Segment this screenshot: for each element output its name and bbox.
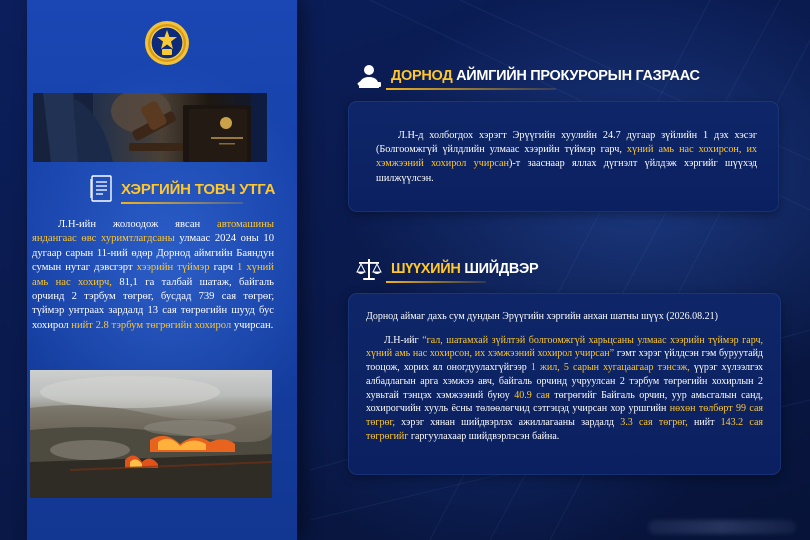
court-underline (386, 281, 486, 283)
verdict-run-text: нийт (687, 416, 721, 428)
case-run-text: Л.Н-д холбогдох хэрэгт Эрүүгийн хуулийн 24.7 дугаар зүйлийн 1 дэх хэсэг (Болгоомжгүй үйлдлийн улмаас хээрийн түймэр гарч, (376, 130, 757, 156)
verdict-run-highlight: 143.2 сая төгрөгийг (366, 416, 763, 442)
emblem-icon (144, 20, 190, 66)
left-panel (27, 0, 297, 540)
summary-run-text: улмаас 2024 оны 10 дугаар сарын 11-ний өдөр Дорнод аймгийн Баяндун сумын нутаг дэвсгэрт (32, 233, 274, 274)
summary-run-text: 81,1 га талбай шатаж, байгаль орчинд 2 тэрбум төгрөг, бусдад 739 сая төгрөг, түймэр унтраах зардалд 13 сая төгрөгийн шууд бус хохирол (32, 276, 274, 331)
verdict-box (348, 293, 781, 475)
court-line: Дорнод аймаг дахь сум дундын Эрүүгийн хэргийн анхан шатны шүүх (2026.08.21) (366, 311, 718, 322)
summary-title: ХЭРГИЙН ТОВЧ УТГА (121, 180, 276, 198)
summary-run-highlight: 1 хүний амь нас хохирч, (32, 262, 274, 288)
scales-icon (356, 256, 382, 282)
verdict-run-highlight: 3.3 сая төгрөг, (620, 416, 688, 428)
prosecutor-underline (386, 88, 556, 90)
summary-run-text: Л.Н-ийн жолоодож явсан (58, 219, 218, 230)
verdict-run-highlight: нөхөн төлбөрт 99 сая төгрөг, (366, 403, 763, 428)
summary-run-highlight: автомашины яндангаас өвс хуримтлагдсаны (32, 219, 274, 245)
verdict-run-highlight: 1 жил, 5 сарын хугацаагаар тэнсэж, (530, 362, 690, 374)
fire-photo (30, 370, 272, 498)
verdict-run-text: гэмт хэрэг үйлдсэн гэм буруутайд тооцож, хорих ял оногдуулахгүйгээр (366, 348, 764, 374)
summary-run-highlight: хээрийн түймэр (136, 262, 210, 274)
prosecutor-heading-rest: АЙМГИЙН ПРОКУРОРЫН ГАЗРААС (452, 68, 700, 84)
case-run-highlight: хүний амь нас хохирсон, их хэмжээний хохирол учирсан (376, 144, 757, 170)
court-heading-rest: ШИЙДВЭР (460, 261, 539, 277)
document-icon (89, 174, 115, 204)
case-box (348, 101, 779, 212)
summary-run-text: гарч (209, 262, 238, 274)
court-heading-highlight: ШҮҮХИЙН (391, 261, 461, 277)
verdict-run-highlight: “гал, шатамхай зүйлтэй болгоомжгүй харьцсаны улмаас хээрийн түймэр гарч, хүний амь нас хохирсон, их хэмжээний хохирол учирсан” (366, 334, 763, 360)
case-run-text: )-т зааснаар яллах дүгнэлт үйлдэж хэргийг шүүхэд шилжүүлсэн. (376, 158, 757, 184)
prosecutor-icon (356, 63, 382, 89)
verdict-run-highlight: 40.9 сая (514, 389, 550, 401)
verdict-run-text: үүрэг хүлээлгэх албадлагын арга хэмжээ авч, байгаль орчинд учруулсан 2 тэрбум төгрөгийн хохирлын 2 хувьтай тэнцэх хэмжээний буюу (366, 362, 764, 401)
verdict-run-text: Л.Н-ийг (384, 334, 423, 346)
verdict-run-text: гаргуулахаар шийдвэрлэсэн байна. (408, 430, 560, 442)
summary-run-highlight: нийт 2.8 тэрбум төгрөгийн хохирол (71, 319, 232, 331)
verdict-run-text: төгрөгийг Байгаль орчин, уур амьсгалын санд, хохирогчийн хууль ёсны төлөөлөгчид сэтгэцэд учирсан хор уршгийн (366, 389, 764, 415)
prosecutor-heading-highlight: ДОРНОД (391, 68, 453, 84)
summary-run-text: учирсан. (231, 319, 274, 331)
prosecutor-heading (356, 62, 700, 90)
watermark (648, 520, 796, 534)
summary-underline (121, 202, 243, 204)
summary-heading (89, 172, 275, 206)
gavel-photo (33, 93, 267, 162)
case-summary-text (32, 218, 274, 333)
court-heading (356, 255, 538, 283)
verdict-run-text: хэрэг хянан шийдвэрлэх ажиллагааны зардалд (394, 416, 621, 428)
